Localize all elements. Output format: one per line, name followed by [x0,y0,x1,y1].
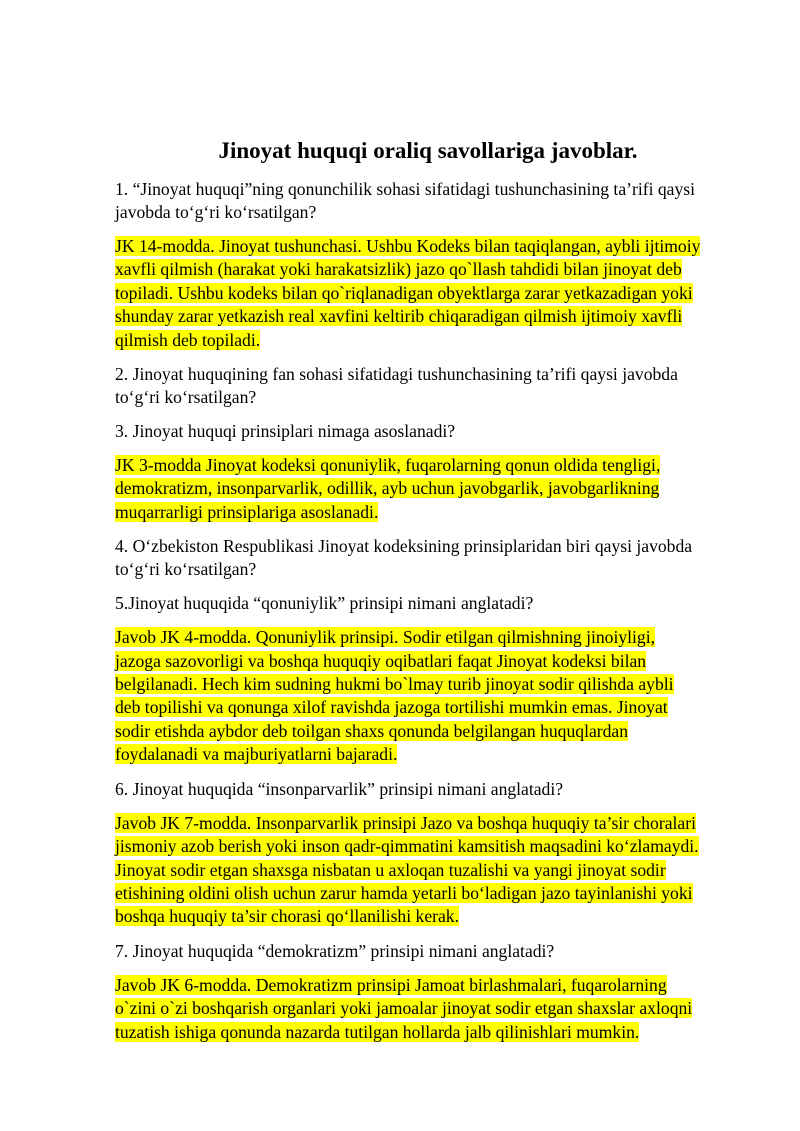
answer-line: jismoniy azob berish yoki inson qadr-qimmatini kamsitish maqsadini ko‘zlamaydi. [115,836,699,857]
question-line: to‘g‘ri ko‘rsatilgan? [115,387,257,408]
answer-line: qilmish deb topiladi. [115,329,261,350]
answer-line: Javob JK 4-modda. Qonuniylik prinsipi. Sodir etilgan qilmishning jinoiyligi, [115,627,656,648]
answer-line: o`zini o`zi boshqarish organlari yoki jamoalar jinoyat sodir etgan shaxslar axloqni [115,998,693,1019]
answer-line: JK 3-modda Jinoyat kodeksi qonuniylik, fuqarolarning qonun oldida tengligi, [115,455,661,476]
answer-paragraph [115,235,755,352]
answer-line: muqarrarligi prinsiplariga asoslanadi. [115,501,379,522]
answer-line: shunday zarar yetkazish real xavfini keltirib chiqaradigan qilmish ijtimoiy xavfli [115,306,683,327]
question-paragraph [115,535,755,581]
question-line: to‘g‘ri ko‘rsatilgan? [115,559,257,580]
answer-line: belgilanadi. Hech kim sudning hukmi bo`lmay turib jinoyat sodir qilishda aybli [115,674,674,695]
question-line: 1. “Jinoyat huquqi”ning qonunchilik sohasi sifatidagi tushunchasining ta’rifi qaysi [115,179,696,199]
question-line: 2. Jinoyat huquqining fan sohasi sifatidagi tushunchasining ta’rifi qaysi javobda [115,364,678,385]
answer-line: boshqa huquqiy ta’sir chorasi qo‘llanilishi kerak. [115,906,459,927]
question-line: 5.Jinoyat huquqida “qonuniylik” prinsipi nimani anglatadi? [115,593,534,614]
answer-line: Jinoyat sodir etgan shaxsga nisbatan u axloqan tuzalishi va yangi jinoyat sodir [115,859,666,880]
question-paragraph [115,778,755,801]
document-title: Jinoyat huquqi oraliq savollariga javoblar. [218,138,638,163]
answer-paragraph [115,454,755,524]
answer-line: foydalanadi va majburiyatlarni bajaradi. [115,744,398,765]
question-paragraph [115,592,755,615]
answer-line: deb topilishi va qonunga xilof ravishda jazoga tortilishi mumkin emas. Jinoyat [115,697,668,718]
question-paragraph [115,420,755,443]
question-line: 6. Jinoyat huquqida “insonparvarlik” prinsipi nimani anglatadi? [115,778,564,799]
answer-line: etishining oldini olish uchun zarur hamda yetarli bo‘ladigan jazo tayinlanishi yoki [115,882,693,903]
answer-paragraph [115,974,755,1044]
question-paragraph [115,178,755,224]
answer-line: jazoga sazovorligi va boshqa huquqiy oqibatlari faqat Jinoyat kodeksi bilan [115,650,647,671]
answer-line: topiladi. Ushbu kodeks bilan qo`riqlanadigan obyektlarga zarar yetkazadigan yoki [115,282,693,303]
answer-line: Javob JK 6-modda. Demokratizm prinsipi Jamoat birlashmalari, fuqarolarning [115,974,667,995]
question-line: 3. Jinoyat huquqi prinsiplari nimaga asoslanadi? [115,421,456,442]
answer-line: demokratizm, insonparvarlik, odillik, ayb uchun javobgarlik, javobgarlikning [115,478,660,499]
document-body [115,178,755,1055]
question-paragraph [115,363,755,409]
answer-paragraph [115,812,755,929]
question-line: javobda to‘g‘ri ko‘rsatilgan? [115,202,317,222]
answer-line: JK 14-modda. Jinoyat tushunchasi. Ushbu Kodeks bilan taqiqlangan, aybli ijtimoiy [115,236,701,256]
answer-line: sodir etishda aybdor deb toilgan shaxs qonunda belgilangan huquqlardan [115,720,629,741]
answer-line: Javob JK 7-modda. Insonparvarlik prinsipi Jazo va boshqa huquqiy ta’sir choralari [115,812,696,833]
answer-paragraph [115,626,755,766]
answer-line: tuzatish ishiga qonunda nazarda tutilgan hollarda jalb qilinishlari mumkin. [115,1021,640,1042]
question-line: 4. O‘zbekiston Respublikasi Jinoyat kodeksining prinsiplaridan biri qaysi javobda [115,536,693,557]
answer-line: xavfli qilmish (harakat yoki harakatsizlik) jazo qo`llash tahdidi bilan jinoyat deb [115,259,682,280]
question-line: 7. Jinoyat huquqida “demokratizm” prinsipi nimani anglatadi? [115,940,555,961]
question-paragraph [115,940,755,963]
